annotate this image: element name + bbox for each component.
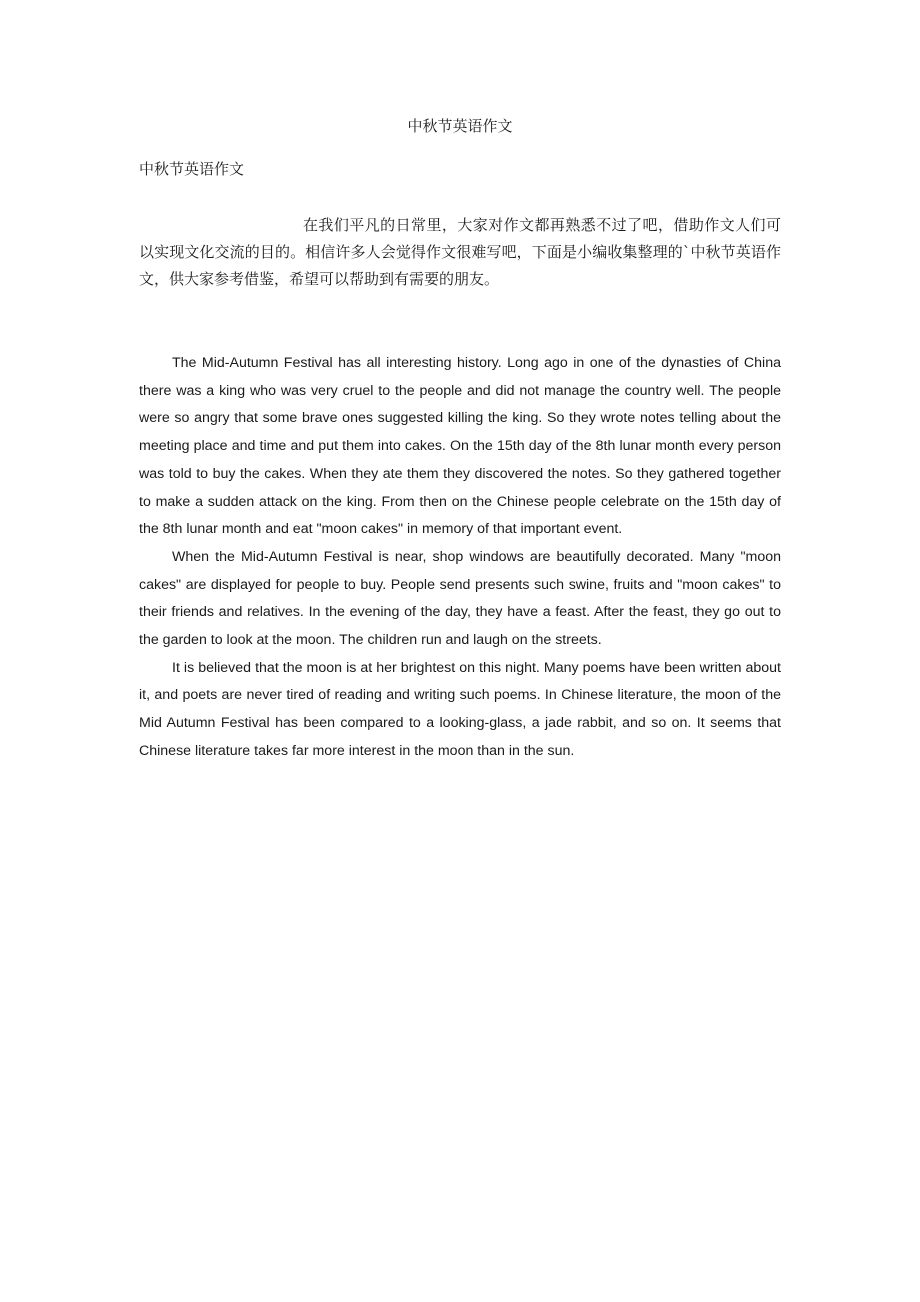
- essay-body: [139, 350, 781, 766]
- document-title: 中秋节英语作文: [407, 117, 513, 135]
- essay-paragraph-1: The Mid-Autumn Festival has all interesting history. Long ago in one of the dynasties of China there was a king who was very cruel to the people and did not manage the country well. The people were so angry that some brave ones suggested killing the king. So they wrote notes telling about the meeting place and time and put them into cakes. On the 15th day of the 8th lunar month every person was told to buy the cakes. When they ate them they discovered the notes. So they gathered together to make a sudden attack on the king. From then on the Chinese people celebrate on the 15th day of the 8th lunar month and eat "moon cakes" in memory of that important event.: [139, 355, 781, 538]
- document-subtitle: 中秋节英语作文: [139, 160, 245, 178]
- essay-paragraph-3: It is believed that the moon is at her brightest on this night. Many poems have been written about it, and poets are never tired of reading and writing such poems. In Chinese literature, the moon of the Mid Autumn Festival has been compared to a looking-glass, a jade rabbit, and so on. It seems that Chinese literature takes far more interest in the moon than in the sun.: [139, 659, 781, 759]
- intro-paragraph: 在我们平凡的日常里，大家对作文都再熟悉不过了吧，借助作文人们可以实现文化交流的目的。相信许多人会觉得作文很难写吧，下面是小编收集整理的`中秋节英语作文，供大家参考借鉴，希望可以帮助到有需要的朋友。: [139, 216, 781, 288]
- essay-paragraph-2: When the Mid-Autumn Festival is near, shop windows are beautifully decorated. Many "moon cakes" are displayed for people to buy. People send presents such swine, fruits and "moon cakes" to their friends and relatives. In the evening of the day, they have a feast. After the feast, they go out to the garden to look at the moon. The children run and laugh on the streets.: [139, 548, 781, 649]
